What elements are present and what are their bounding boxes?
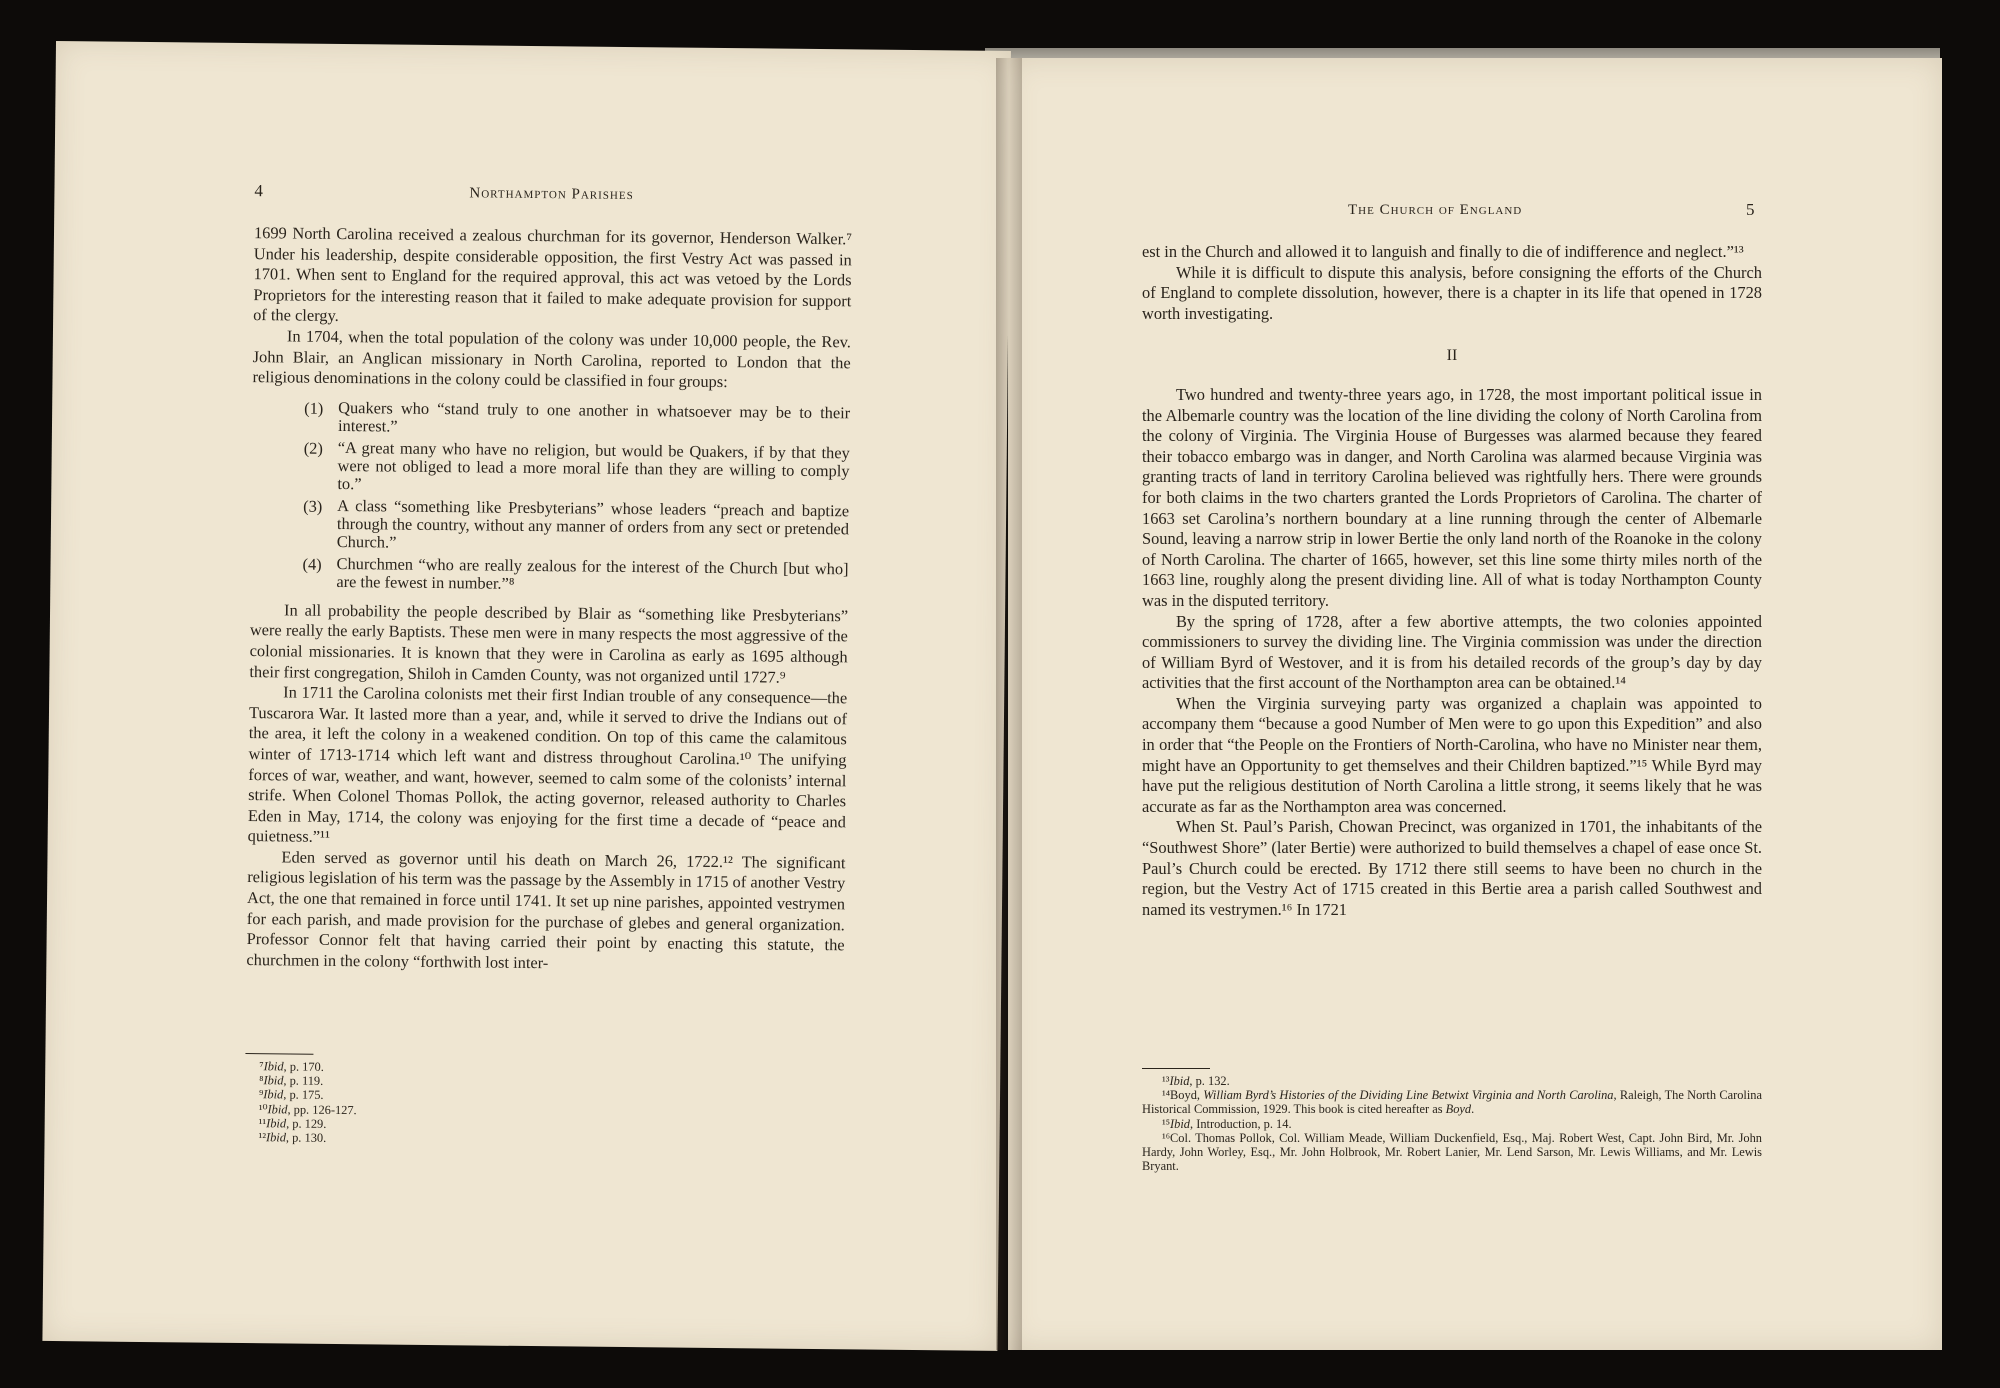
right-body-text [1142, 242, 1762, 920]
footnote: ⁹Ibid, p. 175. [258, 1087, 324, 1103]
left-body-text [246, 223, 852, 977]
list-item: (3) A class “something like Presbyterians” whose leaders “preach and baptize through the country, without any manner of orders from any sect or pretended Church.” [303, 495, 850, 552]
footnote: ⁸Ibid, p. 119. [259, 1073, 324, 1089]
left-running-head: Northampton Parishes [469, 185, 634, 204]
blair-groups-list [302, 398, 850, 596]
footnote: ¹¹Ibid, p. 129. [258, 1115, 327, 1131]
left-para-3: In all probability the people described by Blair as “something like Presbyterians” were really the early Baptists. These men were in many respects the most aggressive of the colonial missionaries. It is known that they were in Carolina as early as 1695 although their first congregation, Shiloh in Camden County, was not organized until 1727.⁹ [249, 600, 849, 687]
right-page [1008, 58, 1942, 1350]
left-para-5: Eden served as governor until his death on March 26, 1722.¹² The significant religious legislation of his term was the passage by the Assembly in 1715 of another Vestry Act, the one that remained in force until 1741. It set up nine parishes, appointed vestrymen for each parish, and made provision for the purchase of glebes and general organization. Professor Connor felt that having carried their point by enacting this statute, the churchmen in the colony “forthwith lost inter- [246, 847, 846, 973]
book-gutter [996, 58, 1022, 1350]
left-page [42, 41, 1011, 1351]
right-para-1: est in the Church and allowed it to languish and finally to die of indifference and neglect.”¹³ [1142, 242, 1744, 261]
footnote: ¹²Ibid, p. 130. [258, 1130, 327, 1145]
right-page-number: 5 [1746, 200, 1755, 219]
right-para-2: While it is difficult to dispute this analysis, before consigning the efforts of the Church of England to complete dissolution, however, there is a chapter in its life that opened in 1728 worth investigating. [1142, 262, 1762, 323]
footnote: ⁷Ibid, p. 170. [259, 1059, 324, 1074]
section-heading: II [1446, 347, 1458, 365]
left-para-4: In 1711 the Carolina colonists met their first Indian trouble of any consequence—the Tuscarora War. It lasted more than a year, and, while it served to drive the Indians out of the area, it left the colony in a weakened condition. On top of this came the calamitous winter of 1713-1714 which left want and distress throughout Carolina.¹⁰ The unifying forces of war, weather, and want, however, seemed to calm some of the colonists’ internal strife. When Colonel Thomas Pollok, the acting governor, released authority to Charles Eden in May, 1714, the colony was enjoying for the first time a decade of “peace and quietness.”¹¹ [247, 682, 848, 847]
right-para-5: When the Virginia surveying party was organized a chaplain was appointed to accompany them “because a good Number of Men were to go upon this Expedition” and also in order that “the People on the Frontiers of North-Carolina, who have no Minister near them, might have an Opportunity to get themselves and their Children baptized.”¹⁵ While Byrd may have put the religious destitution of North Carolina a little strong, it seems likely that he was accurate as far as the Northampton area was concerned. [1142, 693, 1762, 816]
left-footnotes [258, 1059, 559, 1147]
list-item: (2) “A great many who have no religion, but would be Quakers, if by that they were not obliged to lead a more moral life than they are willing to comply to.” [303, 437, 850, 493]
footnote: ¹⁰Ibid, pp. 126-127. [258, 1101, 357, 1117]
right-footnotes [1142, 1074, 1762, 1173]
list-item: (4) Churchmen “who are really zealous for the interest of the Church [but who] are the fewest in number.”⁸ [302, 553, 849, 593]
right-para-6: When St. Paul’s Parish, Chowan Precinct, was organized in 1701, the inhabitants of the “Southwest Shore” (later Bertie) were authorized to build themselves a chapel of ease once St. Paul’s Church could be erected. By 1712 there still seems to have been no church in the region, but the Vestry Act of 1715 created in this Bertie area a parish called Southwest and named its vestrymen.¹⁶ In 1721 [1142, 817, 1762, 919]
footnote: ¹⁴Boyd, William Byrd’s Histories of the Dividing Line Betwixt Virginia and North Carolina, Raleigh, The North Carolina Historical Commission, 1929. This book is cited hereafter as Boyd. [1142, 1088, 1763, 1117]
footnote: ¹³Ibid, p. 132. [1162, 1074, 1230, 1088]
right-para-4: By the spring of 1728, after a few abortive attempts, the two colonies appointed commissioners to survey the dividing line. The Virginia commission was under the direction of William Byrd of Westover, and it is from his detailed records of the group’s day by day activities that the first account of the Northampton area can be obtained.¹⁴ [1142, 611, 1762, 693]
left-page-number: 4 [254, 181, 264, 201]
footnote: ¹⁵Ibid, Introduction, p. 14. [1162, 1116, 1292, 1131]
list-item: (1) Quakers who “stand truly to one another in whatsoever may be to their interest.” [304, 397, 851, 436]
left-para-2: In 1704, when the total population of the colony was under 10,000 people, the Rev. John Blair, an Anglican missionary in North Carolina, reported to London that the religious denominations in the colony could be classified in four groups: [252, 326, 852, 392]
left-footnote-rule [245, 1053, 313, 1055]
right-footnote-rule [1142, 1068, 1210, 1069]
left-para-1: 1699 North Carolina received a zealous churchman for its governor, Henderson Walker.⁷ Under his leadership, despite considerable opposition, the first Vestry Act was passed in 1701. When sent to England for the required approval, this act was vetoed by the Lords Proprietors for the interesting reason that it failed to make adequate provision for support of the clergy. [253, 223, 853, 326]
footnote: ¹⁶Col. Thomas Pollok, Col. William Meade, William Duckenfield, Esq., Maj. Robert West, Capt. John Bird, Mr. John Hardy, John Worley, Esq., Mr. John Holbrook, Mr. Robert Lanier, Mr. Lend Sarson, Mr. Lewis Williams, and Mr. Lewis Bryant. [1142, 1130, 1762, 1174]
right-para-3: Two hundred and twenty-three years ago, in 1728, the most important political issue in the Albemarle country was the location of the line dividing the colony of North Carolina from the colony of Virginia. The Virginia House of Burgesses was alarmed because they feared their tobacco embargo was in danger, and North Carolina was alarmed because Virginia was granting tracts of land in territory Carolina believed was rightfully hers. There were grounds for both claims in the two charters granted the Lords Proprietors of Carolina. The charter of 1663 set Carolina’s northern boundary at a line running through the center of Albemarle Sound, leaving a narrow strip in lower Bertie the only land north of the Roanoke in the colony of North Carolina. The charter of 1665, however, set this line some thirty miles north of the 1663 line, roughly along the present dividing line. All of what is today Northampton County was in the disputed territory. [1142, 384, 1762, 610]
right-running-head: The Church of England [1348, 202, 1523, 218]
